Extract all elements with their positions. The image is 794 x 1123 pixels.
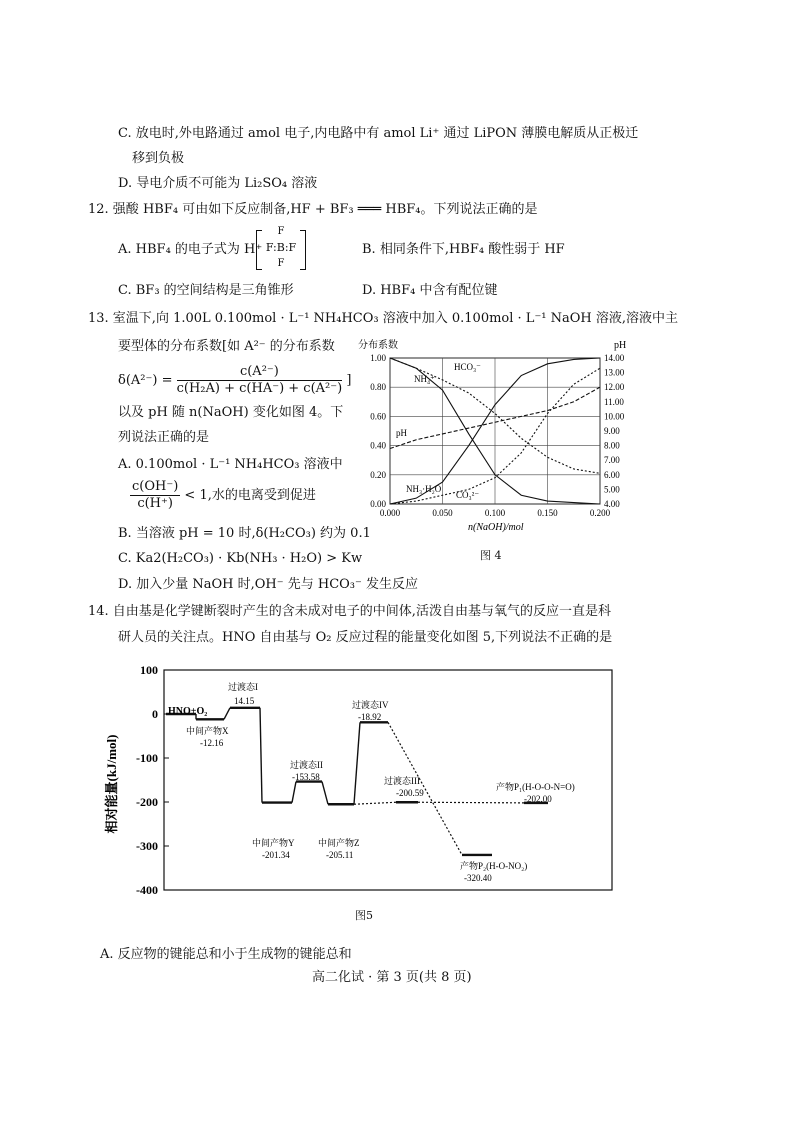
lewis-top: F (277, 226, 285, 237)
q13-formula (118, 364, 351, 397)
q11-option-d: D. 导电介质不可能为 Li₂SO₄ 溶液 (118, 176, 318, 191)
q14-stem-line2: 研人员的关注点。HNO 自由基与 O₂ 反应过程的能量变化如图 5,下列说法不正确的是 (118, 630, 613, 645)
q13-option-c: C. Ka2(H₂CO₃) · Kb(NH₃ · H₂O) > Kw (118, 551, 363, 566)
y-axis-label: 相对能量(kJ/mol) (104, 734, 119, 834)
state-value-9: -320.40 (464, 873, 492, 883)
q13-option-a-line2 (130, 479, 316, 512)
state-value-7: -200.59 (396, 788, 424, 798)
lewis-middle: F:B:F (265, 241, 297, 254)
y-tick-label: 0.40 (370, 440, 386, 451)
state-label-8: 产物P₁(H-O-O-N=O) (496, 782, 575, 792)
x-tick-label: 0.200 (589, 508, 611, 518)
y2-tick-label: 6.00 (604, 469, 620, 480)
formula-numerator: c(A²⁻) (177, 364, 343, 381)
oh-h-fraction (130, 479, 180, 512)
y-tick-label: 0.20 (370, 469, 386, 480)
path-segment (224, 708, 230, 720)
path-segment (292, 782, 296, 803)
state-value-3: -201.34 (262, 850, 290, 860)
label-nh4: NH₄⁺ (414, 374, 435, 384)
y-axis-label: 分布系数 (358, 340, 398, 351)
q12-stem: 12. 强酸 HBF₄ 可由如下反应制备,HF + BF₃ ═══ HBF₄。下列说法正确的是 (88, 202, 538, 217)
state-label-7: 过渡态III (384, 776, 420, 786)
lewis-structure (256, 226, 306, 272)
x-tick-label: 0.150 (537, 508, 558, 518)
y2-tick-label: 8.00 (604, 440, 620, 451)
h-denominator: c(H⁺) (137, 496, 173, 511)
y-tick-label: 0 (152, 707, 158, 721)
state-value-6: -18.92 (358, 712, 382, 722)
q12-option-a (118, 240, 262, 260)
formula-fraction (177, 364, 343, 397)
lewis-bottom: F (277, 258, 285, 269)
y-tick-label: 1.00 (370, 353, 386, 363)
formula-end: ] (346, 373, 352, 388)
q13-option-d: D. 加入少量 NaOH 时,OH⁻ 先与 HCO₃⁻ 发生反应 (118, 577, 419, 592)
state-value-1: -12.16 (200, 738, 224, 748)
y-ticks (370, 353, 386, 509)
path-segment (354, 722, 360, 804)
state-label-3: 中间产物Y (252, 838, 295, 848)
label-co3: CO₃²⁻ (456, 490, 480, 500)
figure-5-caption: 图5 (355, 909, 373, 922)
q11-option-c-line2: 移到负极 (132, 151, 185, 166)
q14-option-a: A. 反应物的键能总和小于生成物的键能总和 (100, 947, 352, 962)
path-segment (322, 782, 328, 805)
state-label-0: HNO+O₂ (168, 706, 208, 717)
y2-tick-label: 14.00 (604, 353, 625, 363)
formula-lhs: δ(A²⁻) = (118, 373, 173, 388)
path-segment (260, 708, 262, 803)
figure-4-chart (356, 336, 646, 536)
q13-option-b: B. 当溶液 pH = 10 时,δ(H₂CO₃) 约为 0.1 (118, 526, 371, 541)
q13-stem-line5: 列说法正确的是 (118, 430, 210, 445)
x-ticks (380, 508, 611, 518)
q12-option-d: D. HBF₄ 中含有配位键 (362, 283, 498, 298)
y2-tick-label: 7.00 (604, 455, 620, 466)
y-tick-label: -100 (136, 751, 158, 765)
state-label-4: 过渡态II (290, 760, 323, 770)
y-tick-label: -300 (136, 839, 158, 853)
q13-stem-line2: 要型体的分布系数[如 A²⁻ 的分布系数 (118, 339, 335, 354)
path-dotted (354, 802, 396, 804)
q13-stem-line1: 13. 室温下,向 1.00L 0.100mol · L⁻¹ NH₄HCO₃ 溶液中加入 0.100mol · L⁻¹ NaOH 溶液,溶液中主 (88, 311, 679, 326)
y2-tick-label: 12.00 (604, 382, 625, 393)
q11-option-c-line1: C. 放电时,外电路通过 amol 电子,内电路中有 amol Li⁺ 通过 LiPON 薄膜电解质从正极迁 (118, 126, 639, 141)
energy-paths (196, 708, 524, 855)
state-label-2: 过渡态I (228, 682, 258, 692)
y2-tick-label: 4.00 (604, 499, 620, 509)
y-tick-label: 0.00 (370, 499, 386, 509)
y2-axis-label: pH (614, 340, 627, 351)
label-hco3: HCO₃⁻ (454, 362, 481, 372)
path-dotted (418, 802, 524, 803)
y2-tick-label: 9.00 (604, 426, 620, 436)
state-label-5: 中间产物Z (318, 838, 360, 848)
state-value-4: -153.58 (292, 772, 320, 782)
state-labels (168, 681, 575, 883)
page-footer: 高二化试 · 第 3 页(共 8 页) (312, 970, 472, 985)
q12-option-b: B. 相同条件下,HBF₄ 酸性弱于 HF (362, 242, 565, 257)
y2-tick-label: 5.00 (604, 484, 620, 495)
figure-4-caption: 图 4 (480, 549, 502, 562)
state-label-6: 过渡态IV (352, 700, 389, 710)
x-axis-label: n(NaOH)/mol (468, 522, 524, 533)
q13-option-a-line1: A. 0.100mol · L⁻¹ NH₄HCO₃ 溶液中 (118, 457, 343, 472)
oh-numerator: c(OH⁻) (132, 479, 179, 494)
formula-denominator: c(H₂A) + c(HA⁻) + c(A²⁻) (176, 381, 343, 396)
y2-tick-label: 11.00 (604, 396, 624, 407)
option-a-tail: < 1,水的电离受到促进 (184, 488, 316, 503)
state-value-8: -202.00 (524, 794, 552, 804)
q13-stem-line4: 以及 pH 随 n(NaOH) 变化如图 4。下 (118, 405, 344, 420)
state-label-1: 中间产物X (186, 726, 229, 736)
q14-stem-line1: 14. 自由基是化学键断裂时产生的含未成对电子的中间体,活泼自由基与氧气的反应一直是科 (88, 604, 611, 619)
y-tick-label: 0.80 (370, 382, 386, 393)
x-tick-label: 0.100 (484, 508, 506, 518)
y-tick-label: 0.60 (370, 411, 386, 422)
state-value-5: -205.11 (326, 850, 354, 860)
y2-tick-label: 13.00 (604, 367, 625, 378)
y2-ticks (604, 353, 625, 509)
figure-5-chart (100, 660, 625, 905)
y2-tick-label: 10.00 (604, 411, 625, 422)
label-nh3h2o: NH₃·H₂O (406, 484, 442, 494)
x-tick-label: 0.050 (432, 508, 453, 518)
state-label-9: 产物P₂(H-O-NO₂) (460, 861, 528, 871)
x-tick-label: 0.000 (379, 508, 401, 518)
y-tick-label: -200 (136, 795, 158, 809)
q12-option-c: C. BF₃ 的空间结构是三角锥形 (118, 283, 294, 298)
y-tick-label: 100 (140, 663, 158, 677)
y-tick-label: -400 (136, 883, 158, 897)
q12-option-a-prefix: A. HBF₄ 的电子式为 H⁺ (118, 242, 263, 257)
state-value-2: 14.15 (234, 696, 255, 706)
label-ph: pH (396, 428, 407, 438)
